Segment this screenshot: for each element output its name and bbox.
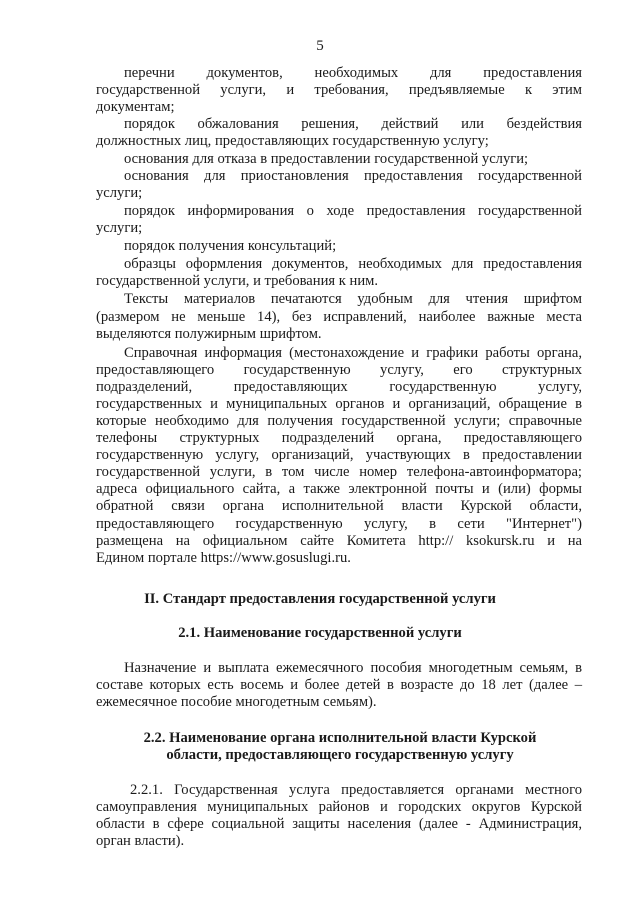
subsection-heading: 2.2. Наименование органа исполнительной власти Курской [143,730,537,746]
text-line: Назначение и выплата ежемесячного пособия многодетным семьям, в [124,660,582,676]
text-line: 2.2.1. Государственная услуга предоставляется органами местного [130,782,582,798]
text-line: составе которых есть восемь и более детей в возрасте до 18 лет (далее – [96,677,582,693]
section-heading: II. Стандарт предоставления государственной услуги [144,591,496,607]
subsection-heading: области, предоставляющего государственную услугу [166,747,514,763]
text-line: которые необходимо для получения государственной услуги; справочные [96,413,582,429]
text-line: подразделений, предоставляющих государственную услугу, [96,379,582,395]
text-line: порядок получения консультаций; [124,238,337,254]
text-line: ежемесячное пособие многодетным семьям). [96,694,377,710]
text-line: образцы оформления документов, необходимых для предоставления [124,256,582,272]
text-line: орган власти). [96,833,185,849]
text-line: предоставляющего государственную услугу, его структурных [96,362,582,378]
text-line: размещена на официальном сайте Комитета http:// ksokursk.ru и на [96,533,582,549]
text-line: (размером не меньше 14), без исправлений, наиболее важные места [96,309,582,325]
text-line: обратной связи органа исполнительной власти Курской области, [96,498,582,514]
text-line: должностных лиц, предоставляющих государственную услугу; [96,133,489,149]
text-line: области в сфере социальной защиты населения (далее - Администрация, [96,816,582,832]
text-line: предоставляющего государственную услугу, в сети "Интернет") [96,516,582,532]
text-line: услуги; [96,220,143,236]
text-line: выделяются полужирным шрифтом. [96,326,322,342]
text-line: услуги; [96,185,143,201]
text-line: адреса официального сайта, а также электронной почты и (или) формы [96,481,582,497]
text-line: порядок обжалования решения, действий или бездействия [124,116,582,132]
text-line: Тексты материалов печатаются удобным для чтения шрифтом [124,291,582,307]
text-line: государственную услугу, организаций, участвующих в предоставлении [96,447,582,463]
text-line: документам; [96,99,175,115]
text-line: порядок информирования о ходе предоставления государственной [124,203,582,219]
text-line: государственной услуги, и требования, предъявляемые к этим [96,82,582,98]
text-line: основания для приостановления предоставления государственной [124,168,582,184]
text-line: Едином портале https://www.gosuslugi.ru. [96,550,351,566]
text-line: государственных и муниципальных органов и организаций, обращение в [96,396,582,412]
text-line: самоуправления муниципальных районов и городских округов Курской [96,799,582,815]
text-line: Справочная информация (местонахождение и графики работы органа, [124,345,582,361]
text-line: перечни документов, необходимых для предоставления [124,65,582,81]
text-line: основания для отказа в предоставлении государственной услуги; [124,151,529,167]
text-line: телефоны структурных подразделений органа, предоставляющего [96,430,582,446]
page-number: 5 [316,38,324,54]
subsection-heading: 2.1. Наименование государственной услуги [178,625,462,641]
text-line: государственной услуги, и требования к ним. [96,273,379,289]
text-line: государственной услуги, в том числе номер телефона-автоинформатора; [96,464,582,480]
